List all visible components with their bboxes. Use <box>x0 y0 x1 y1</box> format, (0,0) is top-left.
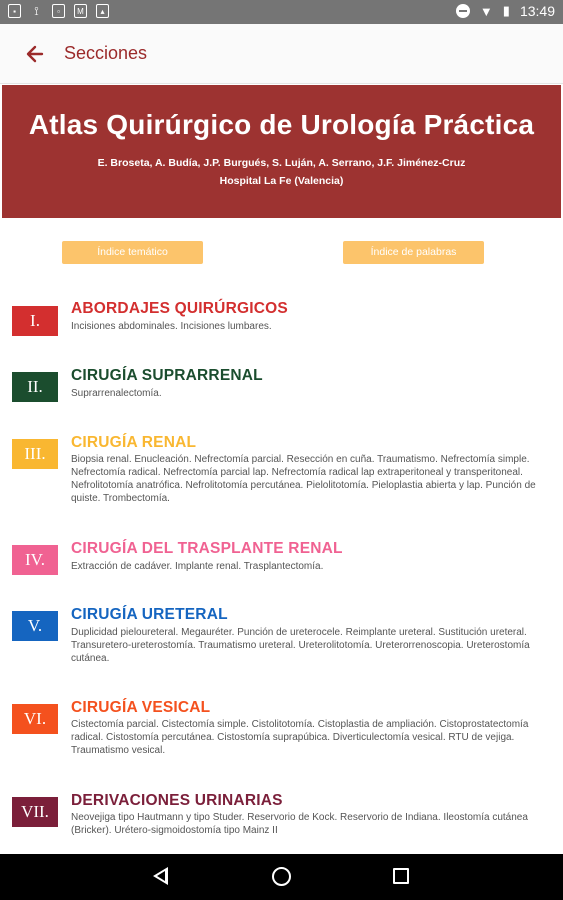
section-title: ABORDAJES QUIRÚRGICOS <box>71 300 288 317</box>
section-description: Extracción de cadáver. Implante renal. Trasplantectomía. <box>71 561 324 572</box>
section-description: Incisiones abdominales. Incisiones lumbares. <box>71 321 272 332</box>
section-title: CIRUGÍA DEL TRASPLANTE RENAL <box>71 540 343 557</box>
section-numeral: IV. <box>12 545 58 575</box>
do-not-disturb-icon <box>456 4 470 18</box>
section-numeral: VI. <box>12 704 58 734</box>
page-title: Secciones <box>64 43 148 63</box>
arrow-left-svg <box>22 40 50 68</box>
system-icons <box>456 3 555 19</box>
app-bar <box>0 24 563 84</box>
image-notification-icon: ▪ <box>8 4 21 18</box>
navigation-bar <box>0 854 563 900</box>
status-bar <box>0 0 563 24</box>
section-numeral: I. <box>12 306 58 336</box>
nav-recents-icon[interactable] <box>393 868 409 884</box>
section-description: Cistectomía parcial. Cistectomía simple. Cistolitotomía. Cistoplastia de ampliación. Cistoprostatectomía radical. Cistostomía percutánea. Cistostomía suprapúbica. Diverticulectomía vesical. RTU de vejiga. Traumatismo vesical. <box>71 719 529 756</box>
section-title: DERIVACIONES URINARIAS <box>71 792 283 809</box>
section-title: CIRUGÍA URETERAL <box>71 606 228 623</box>
book-authors: E. Broseta, A. Budía, J.P. Burgués, S. Luján, A. Serrano, J.F. Jiménez-Cruz <box>97 157 466 169</box>
section-description: Neovejiga tipo Hautmann y tipo Studer. Reservorio de Kock. Reservorio de Indiana. Ileostomía cutánea (Bricker). Urétero-sigmoidostomía tipo Mainz II <box>71 812 528 836</box>
book-title: Atlas Quirúrgico de Urología Práctica <box>28 109 535 140</box>
device-icon: ▫ <box>52 4 65 18</box>
section-title: CIRUGÍA SUPRARRENAL <box>71 367 263 384</box>
notification-icons <box>8 4 109 18</box>
clock: 13:49 <box>519 3 555 19</box>
section-numeral: II. <box>12 372 58 402</box>
section-title: CIRUGÍA RENAL <box>71 434 197 451</box>
section-description: Suprarrenalectomía. <box>71 388 162 399</box>
section-description: Biopsia renal. Enucleación. Nefrectomía parcial. Resección en cuña. Traumatismo. Nefrectomía simple. Nefrectomía radical. Nefrectomía parcial lap. Nefrectomía radical lap extraperitoneal y transperitoneal. Nefrolitotomía anatrófica. Nefrolitotomía percutánea. Pielolitotomía. Pieloplastia abierta y lap. Punción de quiste. Trombectomía. <box>71 454 536 504</box>
section-numeral: VII. <box>12 797 58 827</box>
photos-icon: ▴ <box>96 4 109 18</box>
indice-palabras-button[interactable]: Índice de palabras <box>343 241 484 264</box>
usb-icon: ⟟ <box>34 3 39 18</box>
nav-home-icon[interactable] <box>272 867 291 886</box>
nav-back-icon-inner <box>157 871 165 881</box>
section-numeral: V. <box>12 611 58 641</box>
section-description: Duplicidad pieloureteral. Megauréter. Punción de ureterocele. Reimplante ureteral. Sustitución ureteral. Transuretero-ureterostomía. Traumatismo ureteral. Ureterolitotomía. Ureterorrenoscopia. Ureterostomía cutánea. <box>71 627 530 664</box>
book-hospital: Hospital La Fe (Valencia) <box>219 175 344 187</box>
arrow-left-icon[interactable] <box>22 40 50 68</box>
battery-icon: ▮ <box>502 3 510 18</box>
header-banner <box>2 85 561 218</box>
section-title: CIRUGÍA VESICAL <box>71 699 211 716</box>
section-numeral: III. <box>12 439 58 469</box>
indice-tematico-button[interactable]: Índice temático <box>62 241 203 264</box>
wifi-icon: ▼ <box>479 3 493 19</box>
gmail-icon: M <box>74 4 87 18</box>
